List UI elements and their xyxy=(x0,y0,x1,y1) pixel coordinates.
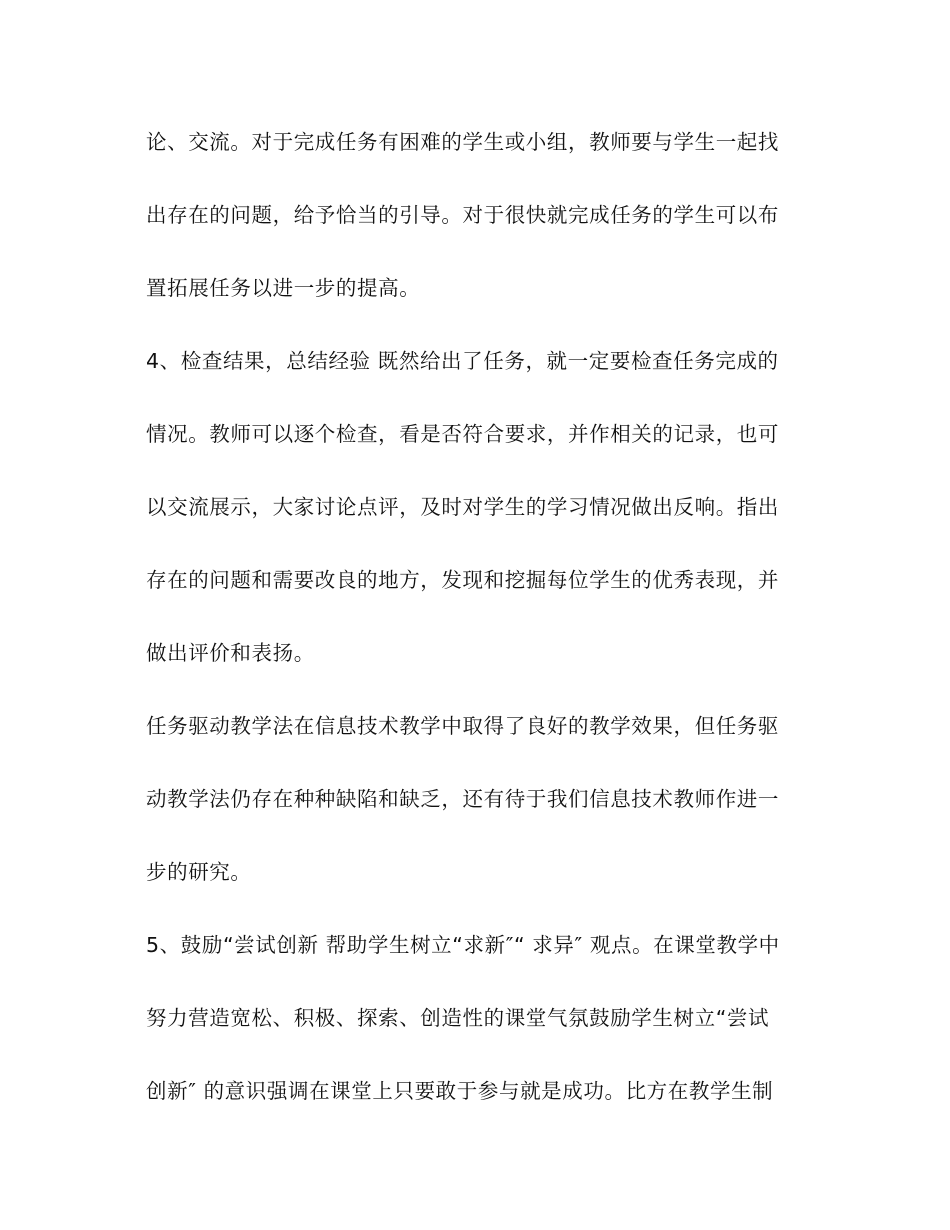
text-line: 努力营造宽松、积极、探索、创造性的课堂气氛鼓励学生树立“尝试 xyxy=(146,1006,770,1030)
text-line: 创新″ 的意识强调在课堂上只要敢于参与就是成功。比方在教学生制 xyxy=(146,1079,774,1103)
text-line: 情况。教师可以逐个检查，看是否符合要求，并作相关的记录，也可 xyxy=(146,422,779,446)
text-line: 置拓展任务以进一步的提高。 xyxy=(146,276,421,300)
text-line: 出存在的问题，给予恰当的引导。对于很快就完成任务的学生可以布 xyxy=(146,203,779,227)
text-line: 以交流展示，大家讨论点评，及时对学生的学习情况做出反响。指出 xyxy=(146,495,779,519)
text-line: 步的研究。 xyxy=(146,860,252,884)
text-line: 存在的问题和需要改良的地方，发现和挖掘每位学生的优秀表现，并 xyxy=(146,568,779,592)
text-line: 5、鼓励“尝试创新 帮助学生树立“求新″“ 求异″ 观点。在课堂教学中 xyxy=(146,933,780,957)
text-line: 任务驱动教学法在信息技术教学中取得了良好的教学效果，但任务驱 xyxy=(146,714,779,738)
text-line: 动教学法仍存在种种缺陷和缺乏，还有待于我们信息技术教师作进一 xyxy=(146,787,779,811)
text-line: 4、检查结果，总结经验 既然给出了任务，就一定要检查任务完成的 xyxy=(146,349,779,373)
text-line: 做出评价和表扬。 xyxy=(146,641,315,665)
text-line: 论、交流。对于完成任务有困难的学生或小组，教师要与学生一起找 xyxy=(146,130,779,154)
